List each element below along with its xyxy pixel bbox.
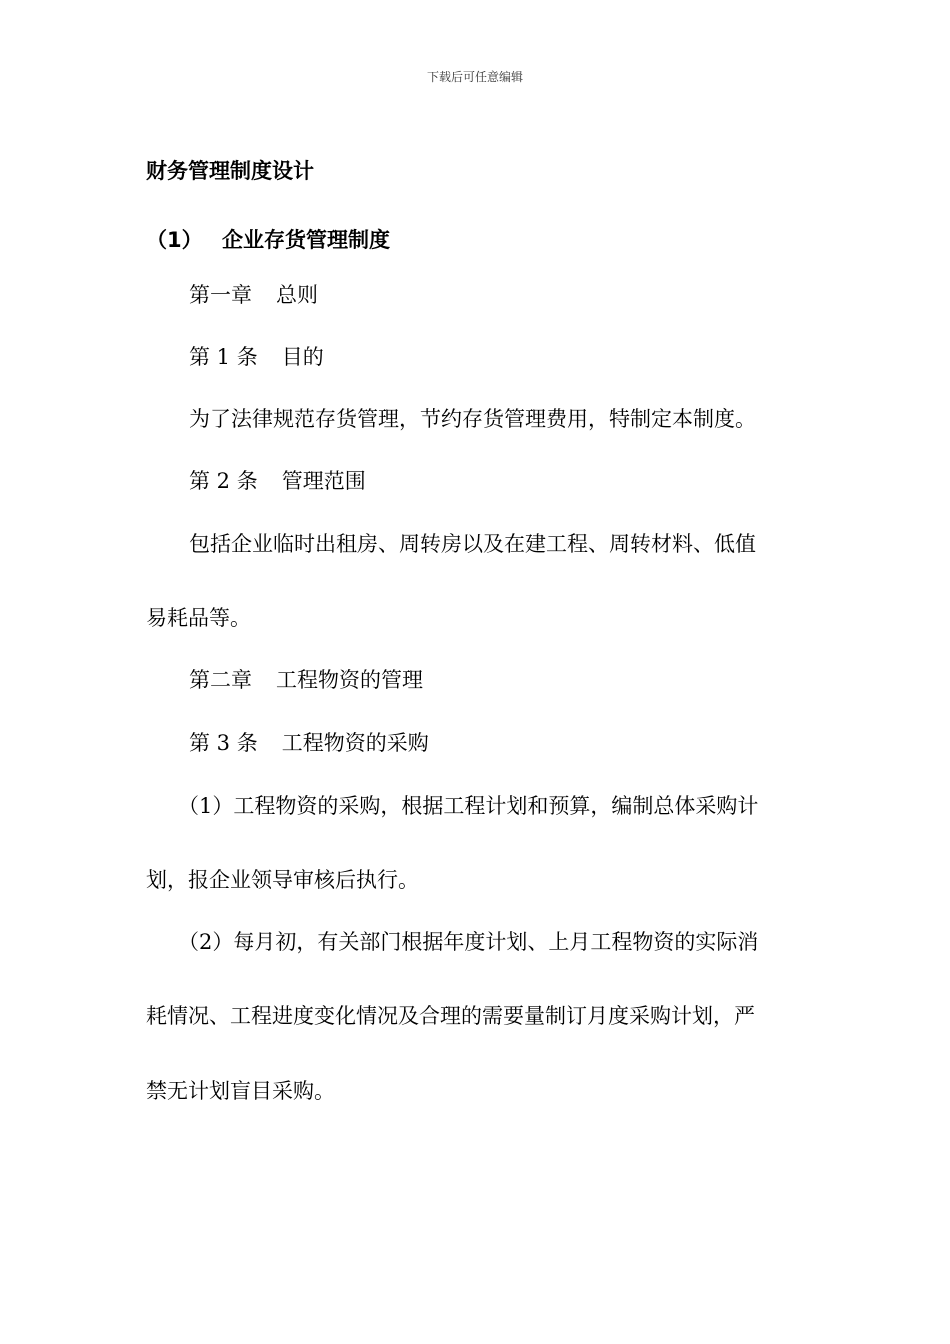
article-3-heading bbox=[189, 730, 429, 756]
chapter-1-heading bbox=[189, 282, 318, 308]
document-title: 财务管理制度设计 bbox=[146, 159, 314, 183]
article-3-item-2-line-1: （2）每月初，有关部门根据年度计划、上月工程物资的实际消 bbox=[178, 930, 759, 954]
article-2-text-line-1: 包括企业临时出租房、周转房以及在建工程、周转材料、低值 bbox=[189, 532, 756, 556]
article-1-text: 为了法律规范存货管理，节约存货管理费用，特制定本制度。 bbox=[189, 407, 756, 431]
article-1-label: 第 1 条 bbox=[189, 345, 258, 369]
chapter-2-heading bbox=[189, 667, 423, 693]
article-1-heading bbox=[189, 344, 324, 370]
article-3-item-2-line-2: 耗情况、工程进度变化情况及合理的需要量制订月度采购计划，严 bbox=[146, 1004, 755, 1028]
section-number: （1） bbox=[146, 228, 203, 252]
chapter-1-title: 总则 bbox=[276, 283, 318, 307]
section-title: 企业存货管理制度 bbox=[222, 228, 390, 252]
chapter-1-label: 第一章 bbox=[189, 283, 252, 307]
header-note: 下载后可任意编辑 bbox=[426, 70, 523, 84]
article-2-title: 管理范围 bbox=[281, 469, 366, 493]
article-2-label: 第 2 条 bbox=[189, 469, 258, 493]
section-heading bbox=[146, 227, 390, 253]
article-3-item-1-line-1: （1）工程物资的采购，根据工程计划和预算，编制总体采购计 bbox=[178, 794, 759, 818]
chapter-2-title: 工程物资的管理 bbox=[276, 668, 423, 692]
chapter-2-label: 第二章 bbox=[189, 668, 252, 692]
article-3-label: 第 3 条 bbox=[189, 731, 258, 755]
article-3-item-1-line-2: 划，报企业领导审核后执行。 bbox=[146, 868, 419, 892]
article-2-text-line-2: 易耗品等。 bbox=[146, 606, 251, 630]
article-1-title: 目的 bbox=[281, 345, 324, 369]
article-3-title: 工程物资的采购 bbox=[281, 731, 429, 755]
article-2-heading bbox=[189, 468, 366, 494]
article-3-item-2-line-3: 禁无计划盲目采购。 bbox=[146, 1079, 335, 1103]
